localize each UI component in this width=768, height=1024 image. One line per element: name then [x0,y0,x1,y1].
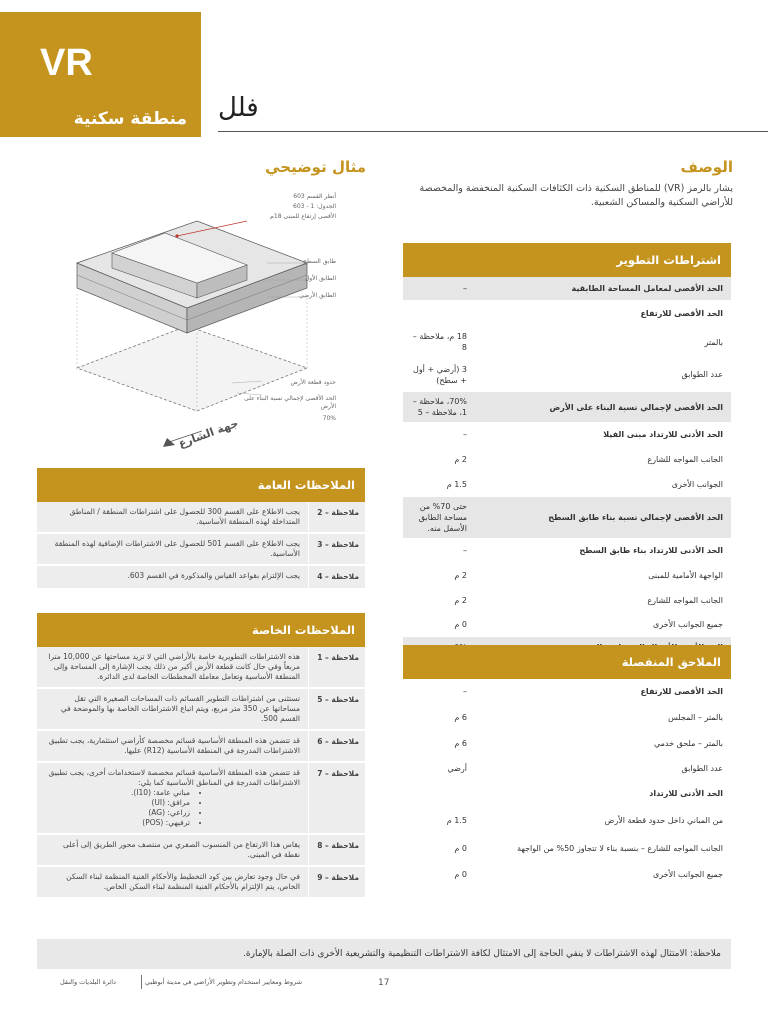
note-row [37,689,365,731]
condition-value: – [403,423,473,446]
condition-value: 0 م [403,835,473,862]
condition-row [403,563,731,589]
special-notes-rows [37,647,365,899]
condition-value: 70%، ملاحظة – 1، ملاحظة – 5 [403,392,473,422]
condition-label: الحد الأقصى للارتفاع [640,687,723,696]
special-notes-title: الملاحظات الخاصة [37,613,365,647]
page-title: فلل [218,93,259,123]
note-label: ملاحظة – 1 [317,653,359,662]
condition-row [403,781,731,807]
label-street: جهة الشارع [176,416,241,451]
note-paragraph: تستثنى من اشتراطات التطوير القسائم ذات المساحات الصغيرة التي تقل مساحاتها عن 350 متر مربع، ويتم اتباع الاشتراطات الخاصة بها والموضحة في القسم 500. [60,694,300,723]
condition-row [403,358,731,392]
condition-label: الحد الأدنى للارتداد [649,789,723,798]
example-title: مثال توضيحي [265,158,366,176]
special-notes-panel [37,613,365,899]
condition-label: الحد الأقصى لإجمالي نسبة البناء على الأرض [549,402,723,412]
label-roof-floor: طابق السطح [303,258,336,265]
condition-label: عدد الطوابق [681,370,723,379]
condition-label: من المباني داخل حدود قطعة الأرض [604,816,723,825]
condition-row [403,835,731,863]
condition-label: بالمتر – المجلس [668,713,723,722]
development-conditions-panel [403,243,731,659]
general-notes-panel [37,468,365,590]
condition-label: الواجهة الأمامية للمبنى [648,571,723,580]
label-max-height: الأقصى إرتفاع للمبنى 18م [270,213,336,220]
note-paragraph: يجب الاطلاع على القسم 300 للحصول على اشتراطات المنطقة / المناطق المتداخلة لهذه المنطقة الأساسية. [69,507,300,526]
condition-label: الجانب المواجه للشارع [647,596,723,605]
condition-row [403,731,731,757]
note-text [37,731,309,761]
condition-value: 2 م [403,563,473,588]
condition-row [403,679,731,705]
note-paragraph: في حال وجود تعارض بين كود التخطيط والأحكام الفنية المنظمة لبناء السكن الخاص، يتم الإلتزام بالأحكام الفنية المنظمة لبناء السكن الخاص. [66,872,300,891]
zone-header-block [0,12,201,137]
note-row [37,835,365,867]
page-number: 17 [378,978,390,988]
condition-row [403,301,731,327]
general-notes-title: الملاحظات العامة [37,468,365,502]
note-paragraph: هذه الاشتراطات التطويرية خاصة بالأراضي التي لا تزيد مساحتها عن 10,000 مترا مربعاً وفي حال كانت قطعة الأرض أكبر من ذلك يجب الإشارة إلى المساحة وإلى المنطقة الأساسية وتعامل معاملة المخططات الخاصة لدى الدائرة. [48,652,300,681]
note-label: ملاحظة – 5 [317,695,359,704]
note-bullet-list [45,788,200,828]
condition-label: الحد الأقصى للارتفاع [640,309,723,318]
condition-value [403,301,473,326]
note-row [37,647,365,689]
condition-row [403,497,731,539]
note-bullet: • مرافق: (UI) [45,798,190,808]
general-notes-rows [37,502,365,590]
note-label: ملاحظة – 8 [317,841,359,850]
condition-label: الحد الأقصى لمعامل المساحة الطابقية [571,284,723,293]
description-text: يشار بالرمز (VR) للمناطق السكنية ذات الكثافات السكنية المنخفضة والمخصصة للأراضي السكنية والمساكن الشعبية. [419,183,733,208]
condition-row [403,613,731,637]
note-label: ملاحظة – 3 [317,540,359,549]
condition-row [403,757,731,781]
condition-row [403,392,731,423]
condition-label: الجانب المواجه للشارع [647,455,723,464]
note-text [37,867,309,897]
label-ref1: أنظر القسم 603 [293,193,336,200]
label-ref2: الجدول: 1 - 603 [293,203,336,210]
condition-value: 1.5 م [403,807,473,834]
footer-compliance-note: ملاحظة: الامتثال لهذه الاشتراطات لا ينفي الحاجة إلى الامتثال لكافة الاشتراطات التنظيمية والتشريعية الأخرى ذات الصلة بالإمارة. [37,939,731,969]
footer-separator [141,975,142,989]
condition-value: – [403,277,473,300]
condition-row [403,863,731,887]
note-row [37,566,365,590]
condition-label: جميع الجوانب الأخرى [653,620,723,629]
note-row [37,763,365,835]
note-paragraph: قد تتضمن هذه المنطقة الأساسية قسائم مخصصة لاستخدامات أخرى، يجب تطبيق الاشتراطات المدرجة في المناطق الأساسية كما يلي: [48,768,300,787]
note-paragraph: قد تتضمن هذه المنطقة الأساسية قسائم مخصصة كأراضي استثمارية، يجب تطبيق الاشتراطات المدرجة في المنطقة الأساسية (R12) عليها. [48,736,300,755]
condition-label: عدد الطوابق [681,764,723,773]
condition-row [403,705,731,731]
development-conditions-rows [403,277,731,659]
note-label: ملاحظة – 4 [317,572,359,581]
note-row [37,534,365,566]
note-bullet: • ترفيهي: (POS) [45,818,190,828]
condition-value: أرضي [403,757,473,780]
note-bullet: • زراعي: (AG) [45,808,190,818]
condition-label: الجوانب الأخرى [671,480,723,489]
condition-value: 6 م [403,731,473,756]
condition-label: الحد الأقصى لإجمالي نسبة بناء طابق السطح [548,513,723,522]
note-text [37,566,309,588]
condition-value: 3 (أرضي + أول + سطح) [403,358,473,391]
condition-value: 2 م [403,589,473,612]
description-title: الوصف [680,158,733,176]
note-row [37,867,365,899]
note-text [37,534,309,564]
condition-value: 18 م، ملاحظة – 8 [403,327,473,357]
condition-value: – [403,679,473,704]
note-label: ملاحظة – 7 [317,769,359,778]
note-paragraph: يجب الإلتزام بقواعد القياس والمذكورة في القسم 603. [127,571,300,580]
label-coverage: الحد الأقصى لإجمالي نسبة البناء على الأرض [244,395,336,410]
condition-label: بالمتر [704,337,723,347]
footer-document-title: شروط ومعايير استخدام وتطوير الأراضي في مدينة أبوظبي [145,978,303,986]
label-ground-floor: الطابق الأرضي [299,292,336,299]
note-text [37,763,309,833]
condition-value: 1.5 م [403,473,473,496]
condition-row [403,277,731,301]
note-text [37,835,309,865]
note-label: ملاحظة – 2 [317,508,359,517]
condition-row [403,423,731,447]
condition-label: بالمتر – ملحق خدمي [653,739,723,748]
note-bullet: • مباني عامة: (I10). [45,788,190,798]
note-row [37,502,365,534]
condition-label: الحد الأدنى للارتداد مبنى الفيلا [603,430,723,439]
footer-department: دائرة البلديات والنقل [60,978,116,986]
note-text [37,502,309,532]
zone-name: منطقة سكنية [73,109,187,129]
condition-value: 2 م [403,447,473,472]
note-text [37,647,309,687]
condition-row [403,327,731,358]
building-illustration [37,183,367,458]
label-plot-boundary: حدود قطعة الأرض [290,379,336,386]
development-conditions-title: اشتراطات التطوير [403,243,731,277]
note-text [37,689,309,729]
condition-label: الجانب المواجه للشارع – بنسبة بناء لا تتجاوز 50% من الواجهة [517,844,723,853]
note-label: ملاحظة – 9 [317,873,359,882]
zone-code: VR [40,42,93,84]
separate-annexes-title: الملاحق المنفصلة [403,645,731,679]
condition-value: 0 م [403,613,473,636]
separate-annexes-rows [403,679,731,887]
condition-value: – [403,539,473,562]
separate-annexes-panel [403,645,731,887]
condition-row [403,473,731,497]
condition-row [403,447,731,473]
condition-value: 0 م [403,863,473,886]
label-first-floor: الطابق الأول [304,275,336,282]
condition-value [403,781,473,806]
note-label: ملاحظة – 6 [317,737,359,746]
note-row [37,731,365,763]
condition-row [403,589,731,613]
condition-row [403,807,731,835]
condition-value: 6 م [403,705,473,730]
condition-row [403,539,731,563]
title-divider [218,131,768,132]
note-paragraph: يجب الاطلاع على القسم 501 للحصول على الاشتراطات الإضافية لهذه المنطقة الأساسية. [54,539,300,558]
condition-label: جميع الجوانب الأخرى [653,870,723,879]
condition-label: الحد الأدنى للارتداد بناء طابق السطح [579,546,723,555]
condition-value: حتى 70% من مساحة الطابق الأسفل منه. [403,497,473,538]
label-coverage-value: 70% [322,415,336,422]
note-paragraph: يقاس هذا الارتفاع من المنسوب الصفري من منتصف محور الطريق إلى أعلى نقطة في المبنى. [63,840,300,859]
